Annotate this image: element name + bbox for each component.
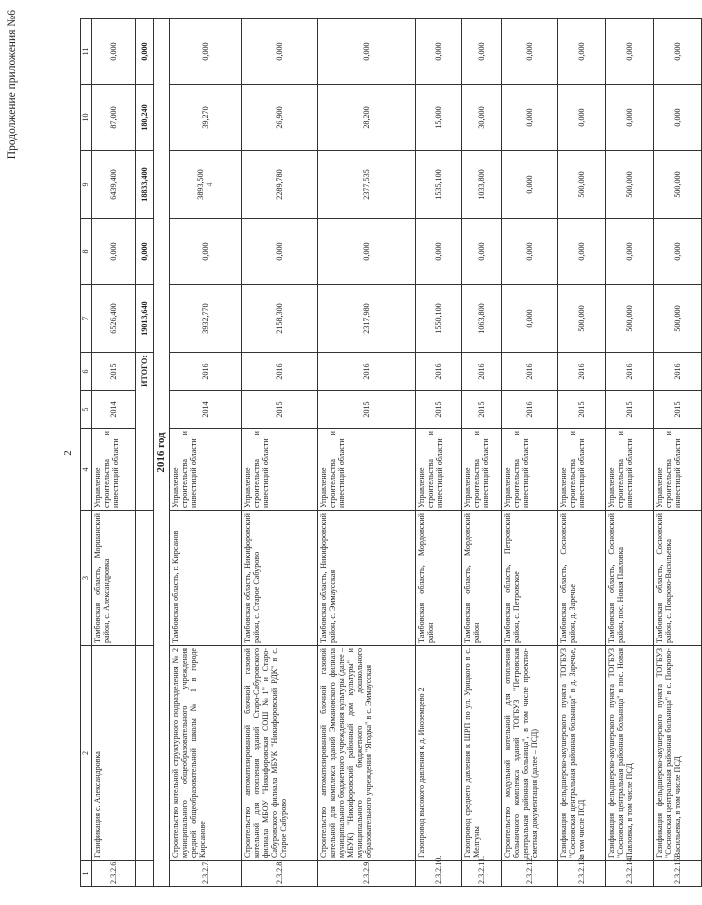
- end-year: 2016: [462, 353, 502, 391]
- amount-c8: 0,000: [654, 219, 702, 285]
- table-row: [654, 19, 702, 887]
- row-number: 2.3.2.12.: [502, 861, 558, 887]
- amount-c10: 0,000: [558, 85, 606, 151]
- empty-cell: [136, 511, 154, 646]
- row-number: 2.3.2.11.: [462, 861, 502, 887]
- column-number-9: 9: [81, 151, 92, 219]
- start-year: 2015: [654, 391, 702, 429]
- amount-c8: 0,000: [462, 219, 502, 285]
- amount-c9: 0,000: [502, 151, 558, 219]
- column-group-number: 2: [62, 449, 74, 456]
- start-year: 2014: [170, 391, 242, 429]
- amount-c11: 0,000: [170, 19, 242, 85]
- amount-c10: 30,000: [462, 85, 502, 151]
- object-name: Газопровод высокого давления к д. Иноземцево 2: [416, 646, 462, 861]
- table-row: [606, 19, 654, 887]
- amount-c8: 0,000: [558, 219, 606, 285]
- row-number: 2.3.2.10.: [416, 861, 462, 887]
- amount-c10: 39,270: [170, 85, 242, 151]
- handwritten-mark: 4: [205, 182, 215, 187]
- amount-c10: 0,000: [606, 85, 654, 151]
- amount-c9: 500,000: [654, 151, 702, 219]
- total-row: [136, 19, 154, 887]
- object-location: Тамбовская область, Моршанский район, с. Александровка: [92, 511, 136, 646]
- column-number-6: 6: [81, 353, 92, 391]
- object-name: Строительство автоматизированной блочной газовой котельной для отопления зданий Старо-Сабуровского филиала МБОУ "Никифоровская СОШ №1" и Старо-Сабуровского филиала МБУК "Никифоровский РДК" в с. Старое Сабурово: [242, 646, 318, 861]
- amount-c8: 0,000: [92, 219, 136, 285]
- empty-cell: [136, 861, 154, 887]
- amount-c7: 2317,980: [318, 285, 416, 353]
- amount-c10: 0,000: [502, 85, 558, 151]
- object-name: Газификация фельдшерско-акушерского пункта ТОГБУЗ "Сосновская центральная районная больница" в пос. Новая Павловка, в том числе ПСД: [606, 646, 654, 861]
- amount-c10: 26,900: [242, 85, 318, 151]
- column-number-3: 3: [81, 511, 92, 646]
- table-row: [502, 19, 558, 887]
- row-number: 2.3.2.8.: [242, 861, 318, 887]
- appendix-label: Продолжение приложения №6: [6, 10, 18, 160]
- table-row: [242, 19, 318, 887]
- customer: Управление строительства и инвестиций области: [502, 429, 558, 511]
- amount-c11: 0,000: [606, 19, 654, 85]
- object-name: Строительство котельной структурного подразделения № 2 муниципального общеобразовательного учреждения средней общеобразовательной школы № 1 в городе Кирсанове: [170, 646, 242, 861]
- start-year: 2015: [318, 391, 416, 429]
- total-c8: 0,000: [136, 219, 154, 285]
- amount-c10: 15,000: [416, 85, 462, 151]
- object-location: Тамбовская область, Никифоровский район, с. Старое Сабурово: [242, 511, 318, 646]
- row-number: 2.3.2.9.: [318, 861, 416, 887]
- object-name: Газопровод среднего давления к ШРП по ул. Урицкого в с. Мелгуны: [462, 646, 502, 861]
- amount-c11: 0,000: [654, 19, 702, 85]
- customer: Управление строительства и инвестиций области: [92, 429, 136, 511]
- object-name: Газификация фельдшерско-акушерского пункта ТОГБУЗ "Сосновская центральная районная больница" в д. Заречье, в том числе ПСД: [558, 646, 606, 861]
- end-year: 2016: [170, 353, 242, 391]
- amount-c11: 0,000: [502, 19, 558, 85]
- start-year: 2014: [92, 391, 136, 429]
- section-title: 2016 год: [154, 19, 170, 887]
- end-year: 2015: [92, 353, 136, 391]
- object-name: Газификация с. Александровка: [92, 646, 136, 861]
- amount-c8: 0,000: [242, 219, 318, 285]
- object-location: Тамбовская область, Сосновский район, д. Заречье: [558, 511, 606, 646]
- row-number: 2.3.2.15.: [654, 861, 702, 887]
- amount-c8: 0,000: [170, 219, 242, 285]
- amount-c7: 500,000: [654, 285, 702, 353]
- object-name: Строительство автоматизированной блочной газовой котельной для комплекса зданий Эммановского филиала муниципального бюджетного учреждения культуры (далее – МБУК) "Никифоровский районный дом культуры" и муниципального бюджетного дошкольного образовательного учреждения "Ягодка" в с. Эммаусская: [318, 646, 416, 861]
- amount-c9: 500,000: [558, 151, 606, 219]
- row-number: 2.3.2.14.: [606, 861, 654, 887]
- total-c11: 0,000: [136, 19, 154, 85]
- amount-c11: 0,000: [242, 19, 318, 85]
- column-number-10: 10: [81, 85, 92, 151]
- amount-c7: 1550,100: [416, 285, 462, 353]
- customer: Управление строительства и инвестиций области: [318, 429, 416, 511]
- amount-c8: 0,000: [606, 219, 654, 285]
- data-table: [80, 18, 702, 887]
- amount-c9: 1033,800: [462, 151, 502, 219]
- customer: Управление строительства и инвестиций области: [416, 429, 462, 511]
- start-year: 2015: [606, 391, 654, 429]
- amount-c11: 0,000: [558, 19, 606, 85]
- customer: Управление строительства и инвестиций области: [606, 429, 654, 511]
- object-location: Тамбовская область, Сосновский район, с. Покрово-Васильевка: [654, 511, 702, 646]
- object-location: Тамбовская область, Мордовский район: [462, 511, 502, 646]
- start-year: 2015: [416, 391, 462, 429]
- object-location: Тамбовская область, Петровский район, с. Петровское: [502, 511, 558, 646]
- amount-c8: 0,000: [502, 219, 558, 285]
- amount-c10: 28,200: [318, 85, 416, 151]
- table-row: [416, 19, 462, 887]
- column-number-7: 7: [81, 285, 92, 353]
- amount-c8: 0,000: [416, 219, 462, 285]
- end-year: 2016: [654, 353, 702, 391]
- start-year: 2015: [242, 391, 318, 429]
- end-year: 2016: [318, 353, 416, 391]
- table-body: [92, 19, 702, 887]
- amount-c11: 0,000: [318, 19, 416, 85]
- column-number-11: 11: [81, 19, 92, 85]
- table-row: [318, 19, 416, 887]
- object-location: Тамбовская область, г. Кирсанов: [170, 511, 242, 646]
- amount-c11: 0,000: [92, 19, 136, 85]
- amount-c8: 0,000: [318, 219, 416, 285]
- total-c7: 19013,640: [136, 285, 154, 353]
- end-year: 2016: [558, 353, 606, 391]
- amount-c7: 500,000: [558, 285, 606, 353]
- column-number-2: 2: [81, 646, 92, 861]
- amount-c7: 1063,800: [462, 285, 502, 353]
- column-number-1: 1: [81, 861, 92, 887]
- customer: Управление строительства и инвестиций области: [170, 429, 242, 511]
- amount-c7: 6526,400: [92, 285, 136, 353]
- customer: Управление строительства и инвестиций области: [462, 429, 502, 511]
- start-year: 2015: [558, 391, 606, 429]
- amount-c11: 0,000: [462, 19, 502, 85]
- total-c10: 180,240: [136, 85, 154, 151]
- column-number-8: 8: [81, 219, 92, 285]
- amount-c9: 500,000: [606, 151, 654, 219]
- row-number: 2.3.2.13.: [558, 861, 606, 887]
- amount-c9: 1535,100: [416, 151, 462, 219]
- empty-cell: [136, 646, 154, 861]
- end-year: 2016: [606, 353, 654, 391]
- start-year: 2016: [502, 391, 558, 429]
- object-name: Строительство модульной котельной для отопления больничного комплекса зданий ТОГБУЗ "Петровская центральная районная больница", в том числе проектно-сметная документация (далее – ПСД): [502, 646, 558, 861]
- object-name: Газификация фельдшерско-акушерского пункта ТОГБУЗ "Сосновская центральная районная больница" в с. Покрово-Васильевка, в том числе ПСД: [654, 646, 702, 861]
- amount-c9: 3893,500 4: [170, 151, 242, 219]
- column-number-5: 5: [81, 391, 92, 429]
- amount-c10: 87,000: [92, 85, 136, 151]
- row-number: 2.3.2.7.: [170, 861, 242, 887]
- total-c9: 18833,400: [136, 151, 154, 219]
- amount-c9: 2289,780: [242, 151, 318, 219]
- amount-c11: 0,000: [416, 19, 462, 85]
- column-number-4: 4: [81, 429, 92, 511]
- table-row: [92, 19, 136, 887]
- end-year: 2016: [502, 353, 558, 391]
- table-row: [170, 19, 242, 887]
- start-year: 2015: [462, 391, 502, 429]
- amount-c7: 2158,300: [242, 285, 318, 353]
- amount-c7: 500,000: [606, 285, 654, 353]
- amount-c9: 6439,400: [92, 151, 136, 219]
- amount-c10: 0,000: [654, 85, 702, 151]
- table-row: [558, 19, 606, 887]
- amount-c7: 3932,770: [170, 285, 242, 353]
- section-row: [154, 19, 170, 887]
- end-year: 2016: [242, 353, 318, 391]
- table-row: [462, 19, 502, 887]
- amount-c9: 2377,535: [318, 151, 416, 219]
- column-number-row: [81, 19, 92, 887]
- customer: Управление строительства и инвестиций области: [654, 429, 702, 511]
- customer: Управление строительства и инвестиций области: [558, 429, 606, 511]
- object-location: Тамбовская область, Мордовский район: [416, 511, 462, 646]
- customer: Управление строительства и инвестиций области: [242, 429, 318, 511]
- row-number: 2.3.2.6.: [92, 861, 136, 887]
- total-label: ИТОГО:: [136, 353, 154, 511]
- object-location: Тамбовская область, Сосновский район, пос. Новая Павловка: [606, 511, 654, 646]
- end-year: 2016: [416, 353, 462, 391]
- object-location: Тамбовская область, Никифоровский район, с. Эммаусская: [318, 511, 416, 646]
- amount-c7: 0,000: [502, 285, 558, 353]
